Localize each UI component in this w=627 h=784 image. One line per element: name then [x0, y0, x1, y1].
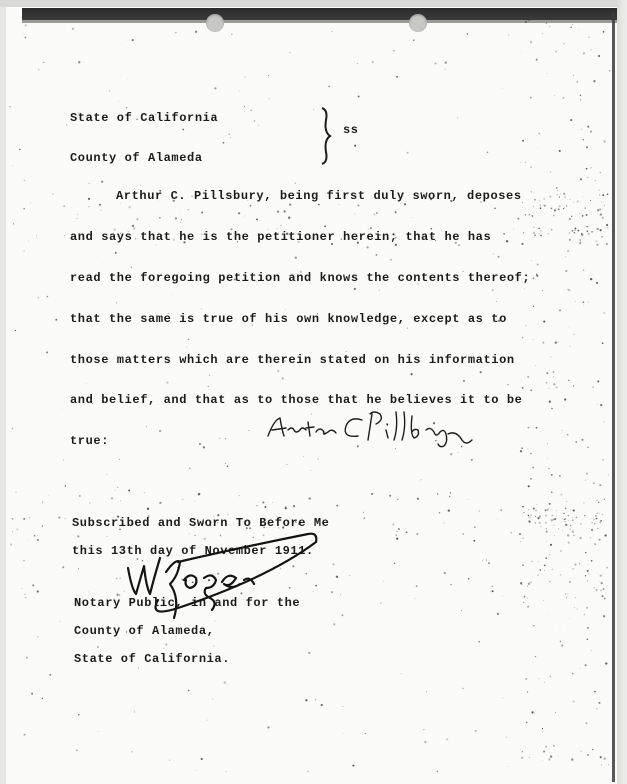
jurat-notary-title: Notary Public, in and for the	[74, 596, 301, 610]
jurat-notary-county: County of Alameda,	[74, 624, 215, 638]
venue-state: State of California	[70, 111, 219, 125]
venue-county: County of Alameda	[70, 151, 203, 165]
affidavit-line-2: and says that he is the petitioner herein; that he has	[70, 230, 492, 244]
notary-signature	[118, 528, 338, 628]
jurat-notary-state: State of California.	[74, 652, 231, 666]
affidavit-line-1: Arthur C. Pillsbury, being first duly sworn, deposes	[116, 189, 522, 203]
affidavit-line-5: those matters which are therein stated on his information	[70, 353, 515, 367]
venue-ss: ss	[343, 123, 359, 137]
affiant-signature	[262, 400, 502, 452]
affidavit-line-4: that the same is true of his own knowledge, except as to	[70, 312, 507, 326]
affidavit-line-7: true:	[70, 434, 110, 448]
affidavit-line-3: read the foregoing petition and knows the contents thereof;	[70, 271, 531, 285]
jurat-date: this 13th day of November 1911.	[72, 544, 314, 558]
jurat-subscribed: Subscribed and Sworn To Before Me	[72, 516, 330, 530]
affidavit-line-6: and belief, and that as to those that he believes it to be	[70, 393, 523, 407]
venue-brace	[316, 106, 336, 166]
